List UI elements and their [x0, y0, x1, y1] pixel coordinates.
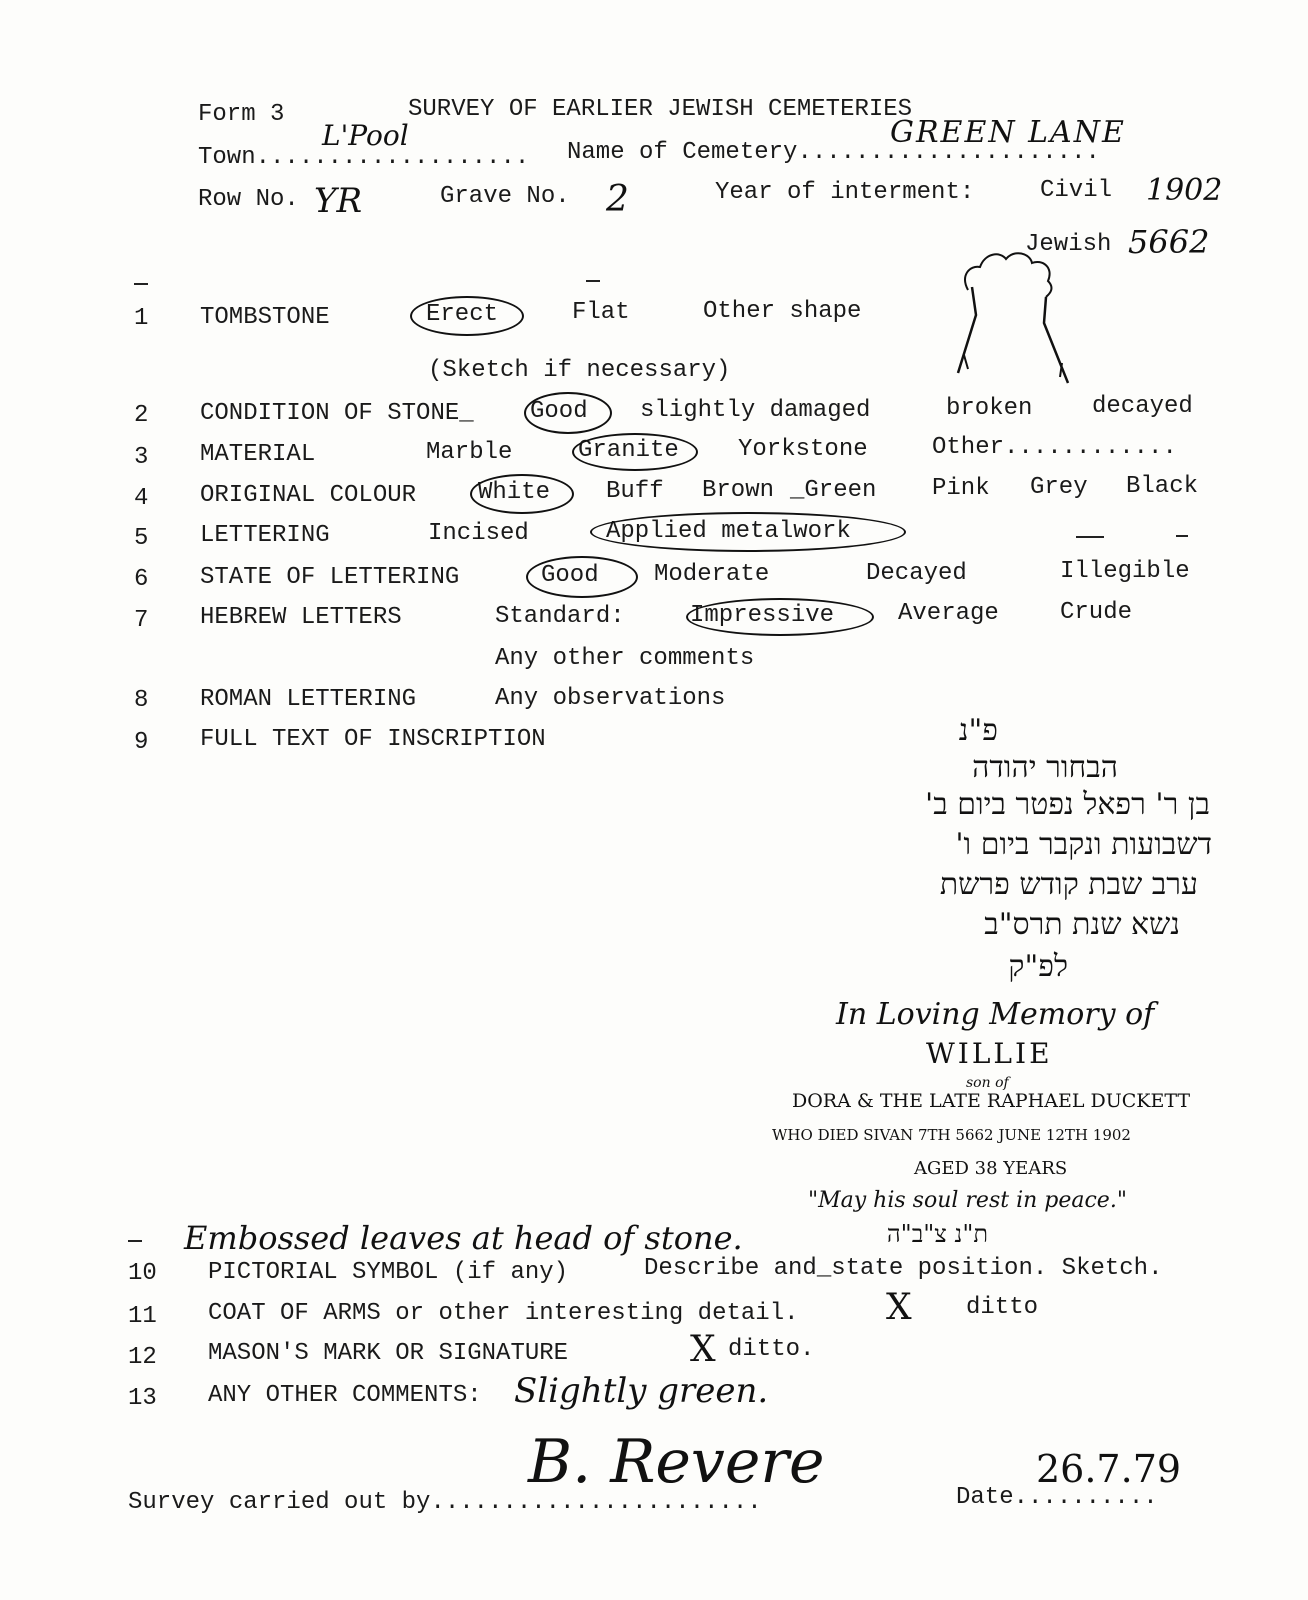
pictorial-instruction: Describe and_state position. Sketch.	[644, 1255, 1163, 1282]
margin-mark	[586, 280, 600, 282]
town-label: Town...................	[198, 144, 530, 171]
town-value: L'Pool	[322, 119, 409, 152]
inscription-line: son of	[966, 1075, 1009, 1091]
item-label-roman-lettering: ROMAN LETTERING	[200, 686, 417, 713]
option-granite: Granite	[578, 437, 679, 464]
option-pink: Pink	[932, 475, 990, 502]
item-number: 3	[134, 444, 149, 471]
item-label-lettering: LETTERING	[200, 522, 330, 549]
item-number: 4	[134, 485, 149, 512]
option-crude: Crude	[1060, 599, 1133, 626]
margin-mark	[1176, 535, 1188, 537]
option-buff: Buff	[606, 478, 664, 505]
comments-label: Any other comments	[495, 645, 755, 672]
item-label-colour: ORIGINAL COLOUR	[200, 482, 417, 509]
margin-mark	[128, 1240, 142, 1242]
check-mark-icon: X	[886, 1287, 912, 1328]
margin-mark	[1076, 536, 1104, 538]
option-impressive: Impressive	[690, 602, 835, 629]
civil-label: Civil	[1040, 177, 1113, 204]
selection-circle	[524, 392, 612, 434]
cemetery-value: GREEN LANE	[890, 115, 1126, 150]
hebrew-line: הבחור יהודה	[972, 750, 1118, 785]
item-number: 7	[134, 607, 149, 634]
option-good: Good	[541, 562, 599, 589]
option-decayed: decayed	[1092, 393, 1193, 420]
option-slightly-damaged: slightly damaged	[640, 397, 871, 424]
option-broken: broken	[946, 395, 1033, 422]
option-good: Good	[530, 398, 588, 425]
option-average: Average	[898, 600, 999, 627]
jewish-label: Jewish	[1025, 231, 1112, 258]
hebrew-line: פ"נ	[958, 713, 998, 748]
selection-circle	[526, 556, 638, 598]
item-label-hebrew-letters: HEBREW LETTERS	[200, 604, 402, 631]
hebrew-line: ת"נ צ"ב"ה	[886, 1220, 988, 1248]
item-label-state-lettering: STATE OF LETTERING	[200, 564, 460, 591]
sketch-note: (Sketch if necessary)	[428, 357, 731, 384]
inscription-line: AGED 38 YEARS	[914, 1158, 1068, 1179]
item-label-coat-of-arms: COAT OF ARMS or other interesting detail.	[208, 1300, 799, 1327]
option-white: White	[478, 479, 551, 506]
item-number: 9	[134, 729, 149, 756]
item-label-masons-mark: MASON'S MARK OR SIGNATURE	[208, 1340, 569, 1367]
margin-mark	[134, 283, 148, 285]
civil-year: 1902	[1146, 173, 1223, 208]
item-label-condition: CONDITION OF STONE_	[200, 400, 474, 427]
row-label: Row No.	[198, 186, 299, 213]
option-erect: Erect	[426, 301, 499, 328]
row-value: YR	[314, 181, 363, 221]
inscription-line: "May his soul rest in peace."	[808, 1188, 1127, 1213]
hebrew-line: נשא שנת תרס"ב	[984, 907, 1180, 942]
ditto-text: ditto	[966, 1294, 1039, 1321]
date-value: 26.7.79	[1036, 1447, 1182, 1491]
selection-circle	[686, 598, 874, 636]
option-black: Black	[1126, 473, 1199, 500]
item-number: 10	[128, 1260, 157, 1287]
option-moderate: Moderate	[654, 561, 770, 588]
option-flat: Flat	[572, 299, 630, 326]
surveyor-signature: B. Revere	[528, 1427, 825, 1497]
pictorial-handwritten-note: Embossed leaves at head of stone.	[184, 1219, 743, 1257]
item-label-full-text: FULL TEXT OF INSCRIPTION	[200, 726, 546, 753]
item-number: 11	[128, 1303, 157, 1330]
item-number: 2	[134, 402, 149, 429]
item-number: 5	[134, 525, 149, 552]
item-label-other-comments: ANY OTHER COMMENTS:	[208, 1382, 482, 1409]
item-number: 8	[134, 687, 149, 714]
grave-label: Grave No.	[440, 183, 570, 210]
item-label-tombstone: TOMBSTONE	[200, 304, 330, 331]
selection-circle	[470, 474, 574, 514]
hebrew-line: בן ר' רפאל נפטר ביום ב'	[924, 787, 1210, 822]
selection-circle	[590, 512, 906, 552]
item-label-material: MATERIAL	[200, 441, 316, 468]
inscription-line: In Loving Memory of	[836, 997, 1155, 1032]
option-decayed: Decayed	[866, 560, 967, 587]
item-number: 12	[128, 1344, 157, 1371]
cemetery-label: Name of Cemetery.....................	[567, 139, 1100, 166]
item-number: 13	[128, 1385, 157, 1412]
option-incised: Incised	[428, 520, 529, 547]
interment-label: Year of interment:	[715, 179, 975, 206]
hebrew-line: דשבועות ונקבר ביום ו'	[955, 827, 1212, 862]
option-marble: Marble	[426, 439, 513, 466]
grave-value: 2	[606, 179, 629, 220]
surveyor-label: Survey carried out by.......................	[128, 1489, 762, 1516]
ditto-text: ditto.	[728, 1336, 815, 1363]
inscription-name: WILLIE	[926, 1037, 1053, 1070]
standard-label: Standard:	[495, 603, 625, 630]
option-green: _Green	[790, 477, 877, 504]
tombstone-sketch-icon	[950, 245, 1080, 395]
observations-label: Any observations	[495, 685, 726, 712]
option-illegible: Illegible	[1060, 558, 1190, 585]
form-label: Form 3	[198, 101, 285, 128]
jewish-year: 5662	[1128, 223, 1210, 261]
selection-circle	[572, 433, 698, 471]
option-grey: Grey	[1030, 474, 1088, 501]
option-other-shape: Other shape	[703, 298, 862, 325]
inscription-line: WHO DIED SIVAN 7TH 5662 JUNE 12TH 1902	[772, 1126, 1131, 1144]
option-applied-metalwork: Applied metalwork	[606, 518, 851, 545]
item-number: 6	[134, 566, 149, 593]
selection-circle	[410, 296, 524, 336]
option-brown: Brown	[702, 477, 775, 504]
form-title: SURVEY OF EARLIER JEWISH CEMETERIES	[408, 96, 913, 123]
check-mark-icon: X	[690, 1329, 716, 1370]
hebrew-line: ערב שבת קודש פרשת	[939, 867, 1198, 902]
other-comments-handwritten: Slightly green.	[514, 1371, 769, 1411]
inscription-line: DORA & THE LATE RAPHAEL DUCKETT	[792, 1090, 1191, 1112]
item-label-pictorial: PICTORIAL SYMBOL (if any)	[208, 1259, 569, 1286]
option-yorkstone: Yorkstone	[738, 436, 868, 463]
hebrew-line: לפ"ק	[1008, 949, 1068, 984]
option-other: Other............	[932, 434, 1177, 461]
item-number: 1	[134, 305, 149, 332]
date-label: Date..........	[956, 1484, 1158, 1511]
